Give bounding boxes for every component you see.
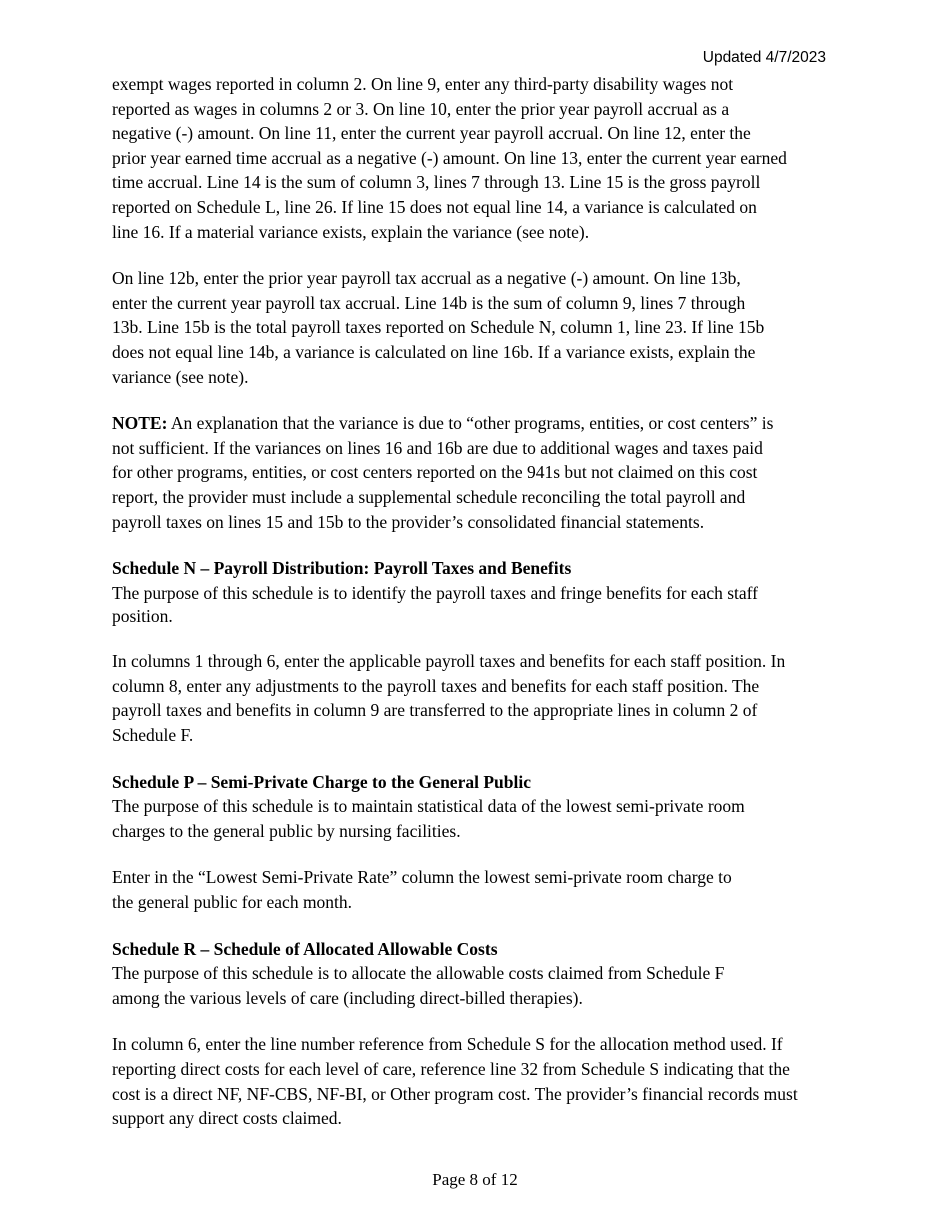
text-line: The purpose of this schedule is to maintain statistical data of the lowest semi-private room xyxy=(112,796,745,817)
schedule-p-section xyxy=(112,770,850,844)
text-line: negative (-) amount. On line 11, enter the current year payroll accrual. On line 12, enter the xyxy=(112,123,751,144)
note-first-line: An explanation that the variance is due to “other programs, entities, or cost centers” is xyxy=(167,413,774,434)
text-line: support any direct costs claimed. xyxy=(112,1108,342,1129)
text-line: variance (see note). xyxy=(112,366,249,387)
text-line: On line 12b, enter the prior year payroll tax accrual as a negative (-) amount. On line 13b, xyxy=(112,268,741,289)
paragraph-payroll-tax-reconciliation xyxy=(112,266,850,389)
section-heading: Schedule P – Semi-Private Charge to the General Public xyxy=(112,771,531,792)
text-line: reporting direct costs for each level of care, reference line 32 from Schedule S indicating that the xyxy=(112,1059,790,1079)
text-line: Enter in the “Lowest Semi-Private Rate” column the lowest semi-private room charge to xyxy=(112,867,732,888)
section-heading: Schedule R – Schedule of Allocated Allowable Costs xyxy=(112,938,498,959)
text-line: exempt wages reported in column 2. On line 9, enter any third-party disability wages not xyxy=(112,74,734,94)
text-line: enter the current year payroll tax accrual. Line 14b is the sum of column 9, lines 7 through xyxy=(112,292,746,313)
text-line: reported as wages in columns 2 or 3. On line 10, enter the prior year payroll accrual as a xyxy=(112,98,730,119)
paragraph-note xyxy=(112,411,850,534)
schedule-n-details xyxy=(112,649,850,747)
text-line: among the various levels of care (including direct-billed therapies). xyxy=(112,987,583,1008)
text-line: does not equal line 14b, a variance is calculated on line 16b. If a variance exists, explain the xyxy=(112,341,756,362)
text-line: In columns 1 through 6, enter the applicable payroll taxes and benefits for each staff position. In xyxy=(112,651,786,672)
text-line: charges to the general public by nursing facilities. xyxy=(112,820,461,841)
text-line: not sufficient. If the variances on lines 16 and 16b are due to additional wages and taxes paid xyxy=(112,437,763,458)
schedule-n-section xyxy=(112,556,850,627)
text-line: time accrual. Line 14 is the sum of column 3, lines 7 through 13. Line 15 is the gross payroll xyxy=(112,172,761,193)
text-line: reported on Schedule L, line 26. If line 15 does not equal line 14, a variance is calculated on xyxy=(112,196,757,217)
text-line: for other programs, entities, or cost centers reported on the 941s but not claimed on this cost xyxy=(112,462,758,483)
text-line: 13b. Line 15b is the total payroll taxes reported on Schedule N, column 1, line 23. If line 15b xyxy=(112,317,765,338)
text-line: the general public for each month. xyxy=(112,892,353,913)
text-line: payroll taxes on lines 15 and 15b to the provider’s consolidated financial statements. xyxy=(112,511,705,532)
text-line: The purpose of this schedule is to identify the payroll taxes and fringe benefits for each staff xyxy=(112,582,759,603)
text-line: The purpose of this schedule is to allocate the allowable costs claimed from Schedule F xyxy=(112,963,725,984)
text-line: report, the provider must include a supplemental schedule reconciling the total payroll and xyxy=(112,486,746,507)
text-line: prior year earned time accrual as a negative (-) amount. On line 13, enter the current year earned xyxy=(112,147,787,168)
section-heading: Schedule N – Payroll Distribution: Payroll Taxes and Benefits xyxy=(112,558,572,579)
text-line: column 8, enter any adjustments to the payroll taxes and benefits for each staff position. The xyxy=(112,675,760,696)
text-line: Schedule F. xyxy=(112,725,194,746)
schedule-r-details xyxy=(112,1032,850,1130)
page-number: Page 8 of 12 xyxy=(432,1170,518,1189)
updated-date: Updated 4/7/2023 xyxy=(702,49,826,66)
text-line: line 16. If a material variance exists, explain the variance (see note). xyxy=(112,221,590,242)
paragraph-payroll-reconciliation xyxy=(112,72,850,244)
text-line: In column 6, enter the line number reference from Schedule S for the allocation method used. If xyxy=(112,1034,783,1055)
schedule-r-section xyxy=(112,937,850,1011)
text-line: position. xyxy=(112,606,173,627)
schedule-p-details xyxy=(112,865,850,914)
text-line: cost is a direct NF, NF-CBS, NF-BI, or Other program cost. The provider’s financial records must xyxy=(112,1083,798,1104)
text-line xyxy=(112,411,850,436)
text-line: payroll taxes and benefits in column 9 are transferred to the appropriate lines in column 2 of xyxy=(112,700,758,721)
document-body xyxy=(112,72,850,1153)
note-label: NOTE: xyxy=(112,413,168,434)
